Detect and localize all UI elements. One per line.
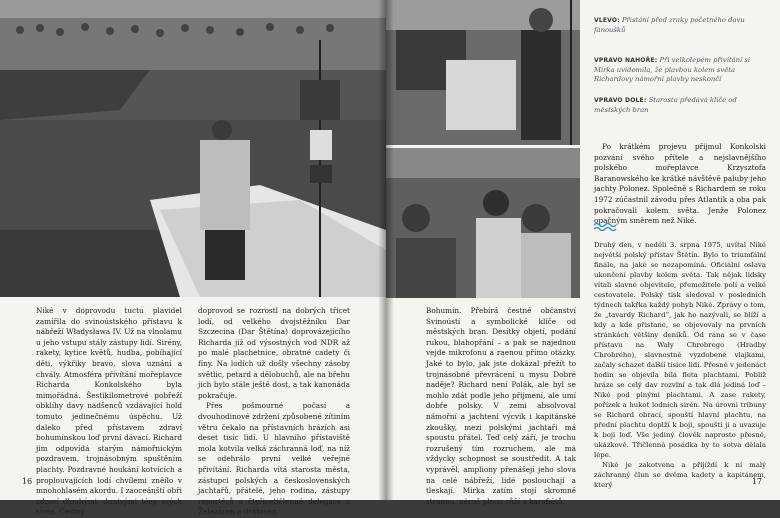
- caption-label: VLEVO:: [594, 17, 620, 24]
- paragraph: Druhý den, v neděli 3. srpna 1975, uvítal Niké největší polský přístav Štětín. Bylo to triumfální finále, na jaké se nezapomíná. Oficiální oslava ukončení plavby kolem světa. Tak nějak lidsky vítali slavné objevitele, přemožitele polí a velké cestovatele. Polský tisk sledoval v posledních týdnech takřka každý pohyb Niké. Zprávy o tom, že „tavardy Richard“, jak ho nazývali, se blíží a kdy a kde přistane, se objevovaly na prvních stránkách většiny deníků. Od rána se v čase přístavu na Wały Chrobrego (Hradby Chrobrého), slavnostně vyzdobené vlajkami, začaly schazet dalšíí tisíce lidí. Přesně v jedenáct hodin se objevila bílá fleta plachtami. Pobliž hráze se celý dav rozvlní a tak dlá jediná loď – Niké pod plnými plachtami. A zase rakety, pořízek a hukot lodních sirén. Na úrovni tribuny se Richard obrací, spouští hlavní plachtu, na přední plachtu doplží k boji, spouští ji a uvazuje k boji loď. Vše jediný člověk naprosto přesně, ukázkově. Třičlenná posádka by to sotva dělala lépe.: [594, 241, 766, 459]
- photo-harbour-crowd: [0, 0, 386, 297]
- wave-ornament-icon: [594, 222, 616, 232]
- paragraph: Přes pošmourné počasí a dvouhodinové zdržení způsobené zítiním větru čekalo na přístavních hrázích asi deset tisíc lidí. U hlavního přístaviště mola kotvila velká záchranná loď, na níž se odehrálo první velké veřejné přivítání. Richarda vítá starosta města, zástupci polských a československých jachtařů, přátelé, jeho rodina, zástupy reportérů a čtyřicetičlenná delegace z Železáren a drátoven: [198, 401, 350, 517]
- left-column-1: [36, 306, 182, 518]
- caption-label: VPRAVO DOLE:: [594, 97, 647, 104]
- book-gutter: [378, 0, 394, 500]
- photo-mirka-boat: [386, 0, 580, 145]
- caption-bottom-right: [594, 96, 769, 115]
- photo-mayor-keys: [386, 148, 580, 298]
- paragraph: Niké v doprovodu tuctu plavidel zamířila do svinoústského přístavu k nábřeží Władysława IV. Už na vlnolamu u jeho vstupu stály zástupy lidí. Sirény, rakety, kytice květů, hudba, pobíhající děti, výkřiky bravo, slova uznání a chvály. Atmosféra přivítání mořeplavce Richarda Konkolského byla mimořádná. Šestikilometrové pobřeží obklíhy davy nadšenců vzdávající hold tomuto jedinečnému úspěchu. Už daleko před přístavem zdraví bohumínskou loď první dávací. Richard jim odpovídá starým námořnickým pozdravem, trojnásobným spuštěním plachty. Pozdravné houkání kotvících a proplouvajících lodí chvílemi zněílo v mnohohlasém akordu. I zaoceánští obři zdraví dlouhými, dunivými tóny svých sirén. Čestný: [36, 306, 182, 517]
- caption-top-right: [594, 56, 769, 85]
- paragraph: doprovod se rozrostl na dobrých třicet lodí, od velkého dvojstěžníku Dar Szczecina (Dar Štětína) doprovázejícího Richarda již od výsostných vod NDR až po malé plachetnice, obratné cadety či fíny. Na lodích už došly všechny zásoby světlic, petard a dělobuchů, ale na břehu jich bylo stále ještě dost, a tak kanonáda pokračuje.: [198, 306, 350, 400]
- right-page: [386, 0, 780, 506]
- right-column-2-bottom: [594, 240, 766, 490]
- caption-text: Při velkolepém přivítání si Mirka uvidomila, že plavbou kolem světa Richardovy námořní plavby neskončí: [594, 56, 751, 84]
- right-column-1: [426, 306, 576, 507]
- caption-label: VPRAVO NAHOŘE:: [594, 57, 658, 64]
- page-number-right: 17: [751, 477, 762, 486]
- caption-text: Přistání před zraky početného davu fanoušků: [594, 16, 745, 34]
- caption-left: [594, 16, 769, 35]
- left-column-2: [198, 306, 350, 518]
- page-number-left: 16: [22, 477, 33, 486]
- paragraph: Niké je zakotvena a přijíždí k ní malý záchranný člun se dvěma kadety a kapitánem, který: [594, 461, 766, 489]
- right-column-2-top: [594, 142, 766, 227]
- paragraph: Bohumín. Přebírá čestné občanství Svinoústí a symbolické klíče od městských bran. Desítky objetí, podání rukou, blahopřání – a pak se najednou vejde mikrofonu a raenou přímo otázky. Jaké to bylo, jak jste dokázal přežít to trojnásobné převrácení u mysu Dobré naděje? Richard není Polák, ale byl se mohlo zdát podle jeho přijmení, ale umí dobře polsky. V zemi absolvoval námořní a jachtení výcvik i kapitánské zkoušky, mezi polskými jachtaři má spoustu přátel. Teď celý září, je trochu rozrušený tím rozruchem, ale má vždycky schopnost se soustředit. A tak vyprávěl, ampliony přenášejí jeho slova na celé nábřeží, lidé poslouchají a tleskají. Mirka zatím stojí skromně stranou, náruč plnou růží a karafiátů.: [426, 306, 576, 506]
- caption-text: Starosta předává klíče od městských bran: [594, 96, 737, 114]
- left-page: [0, 0, 386, 517]
- paragraph: Po krátkém projevu přijmul Konkolski pozvání svého přítele a nejslavnějšího polského mořeplavce Krzysztofa Baranowského ke krátké návštěvě paluby jeho jachty Polonez. Společně s Richardem se roku 1972 zúčastnil závodu přes Atlantik a oba pak pokračovali kolem světa. Jenže Polonez opačným směrem než Niké.: [594, 142, 766, 226]
